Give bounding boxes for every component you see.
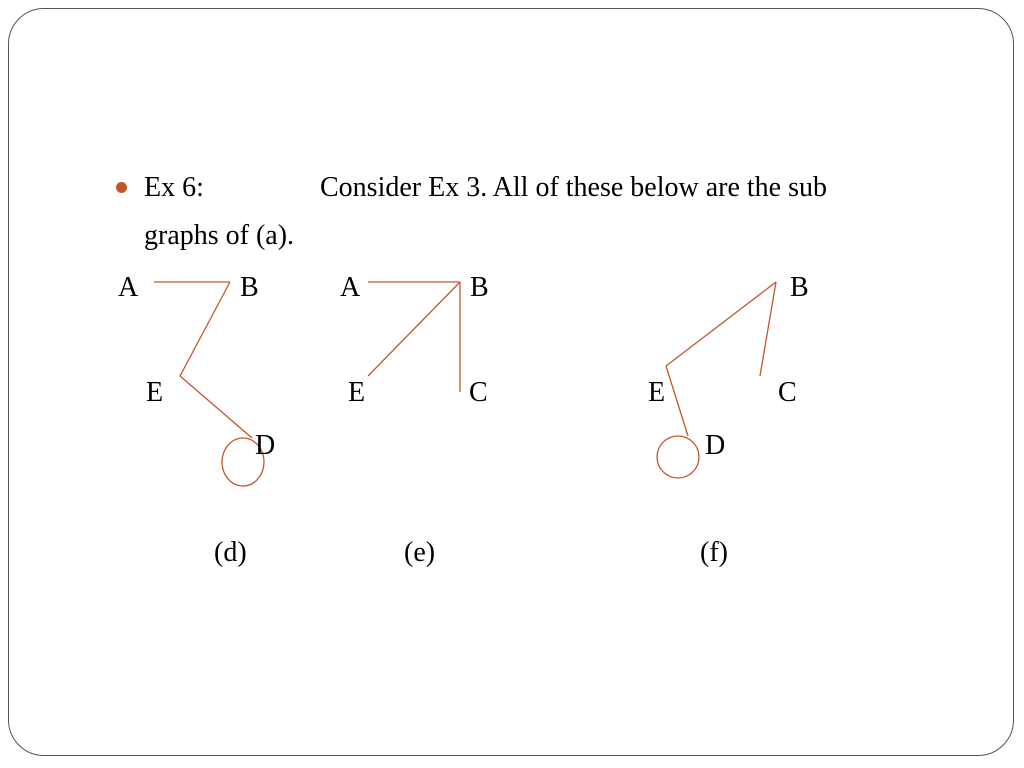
edge-e-b-e	[368, 282, 460, 376]
node-label-e-e: E	[348, 377, 366, 408]
node-label-d-e: E	[146, 377, 164, 408]
graph-d-edges	[154, 282, 264, 486]
edge-f-e-d	[666, 366, 688, 436]
edge-f-b-e	[666, 282, 776, 366]
edge-d-b-e	[180, 282, 230, 376]
edge-d-e-d	[180, 376, 252, 438]
caption-f: (f)	[700, 537, 728, 568]
graph-e-edges	[368, 282, 460, 392]
node-label-e-b: B	[470, 272, 489, 303]
caption-e: (e)	[404, 537, 436, 568]
bullet-text-line1: Consider Ex 3. All of these below are the sub	[320, 172, 828, 203]
bullet-text-line2: graphs of (a).	[144, 220, 295, 251]
node-label-d-b: B	[240, 272, 259, 303]
node-label-f-b: B	[790, 272, 809, 303]
node-label-e-c: C	[469, 377, 488, 408]
node-label-e-a: A	[340, 272, 361, 303]
edge-f-b-c	[760, 282, 776, 376]
node-label-f-c: C	[778, 377, 797, 408]
node-label-d-d: D	[255, 430, 276, 461]
node-label-f-e: E	[648, 377, 666, 408]
node-label-f-d: D	[705, 430, 726, 461]
node-label-d-a: A	[118, 272, 139, 303]
loop-f-d	[657, 436, 699, 478]
bullet-label: Ex 6:	[144, 172, 204, 203]
caption-d: (d)	[214, 537, 247, 568]
